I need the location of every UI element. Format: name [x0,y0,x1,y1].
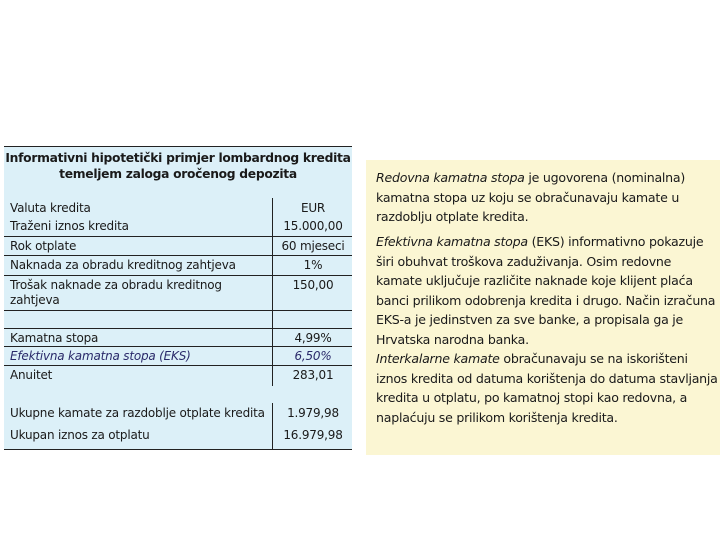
table-row [4,256,352,276]
row-value: 1.979,98 [287,406,339,420]
term-interkalarne: Interkalarne kamate [376,351,500,366]
table-row [4,217,352,237]
table-row [4,404,352,424]
paragraph-efektivna [376,232,718,350]
table-title [4,150,352,182]
row-label: Naknada za obradu kreditnog zahtjeva [10,258,236,272]
row-label: Efektivna kamatna stopa (EKS) [10,349,191,363]
row-label: Kamatna stopa [10,331,99,345]
title-line-2: temeljem zaloga oročenog depozita [59,167,297,181]
table-row [4,426,352,446]
row-value: EUR [300,201,326,215]
row-value: 283,01 [292,368,334,382]
row-value: 6,50% [294,349,332,363]
table-row [4,366,352,384]
spacer-row [4,311,352,329]
paragraph-text: (EKS) informativno pokazuje širi obuhvat troškova zaduživanja. Osim redovne kamate uključuje različite naknade koje klijent plaća banci prilikom odobrenja kredita i drugo. Način izračuna EKS-a je jedinstven za sve banke, a propisala ga je Hrvatska narodna banka. [376,234,716,347]
paragraph-redovna [376,168,718,227]
paragraph-interkalarne [376,349,718,427]
table-row [4,237,352,256]
row-label: Rok otplate [10,239,77,253]
row-value: 15.000,00 [283,219,343,233]
row-label: Valuta kredita [10,201,91,215]
row-value: 4,99% [294,331,332,345]
title-line-1: Informativni hipotetički primjer lombardnog kredita [5,151,351,165]
row-value: 16.979,98 [283,428,343,442]
paragraph-text: je ugovorena (nominalna) kamatna stopa uz koju se obračunavaju kamate u razdoblju otplate kredita. [376,170,686,225]
table-row [4,276,352,311]
paragraph-text: obračunavaju se na iskorišteni iznos kredita od datuma korištenja do datuma stavljanja kredita u otplatu, po kamatnoj stopi kao redovna, a naplaćuju se prilikom korištenja kredita. [376,351,718,425]
term-redovna: Redovna kamatna stopa [376,170,525,185]
row-label: Trošak naknade za obradu kreditnog zahtjeva [10,278,222,307]
table-row-eks [4,347,352,366]
row-label: Ukupne kamate za razdoblje otplate kredita [10,406,265,420]
table-row [4,199,352,217]
row-value: 1% [303,258,323,272]
interest-info-box [366,160,720,455]
row-value: 60 mjeseci [281,239,345,253]
row-label: Anuitet [10,368,53,382]
row-value: 150,00 [292,278,334,292]
table-row [4,329,352,347]
row-label: Ukupan iznos za otplatu [10,428,150,442]
row-label: Traženi iznos kredita [10,219,129,233]
term-efektivna: Efektivna kamatna stopa [376,234,528,249]
loan-example-table [4,146,352,450]
